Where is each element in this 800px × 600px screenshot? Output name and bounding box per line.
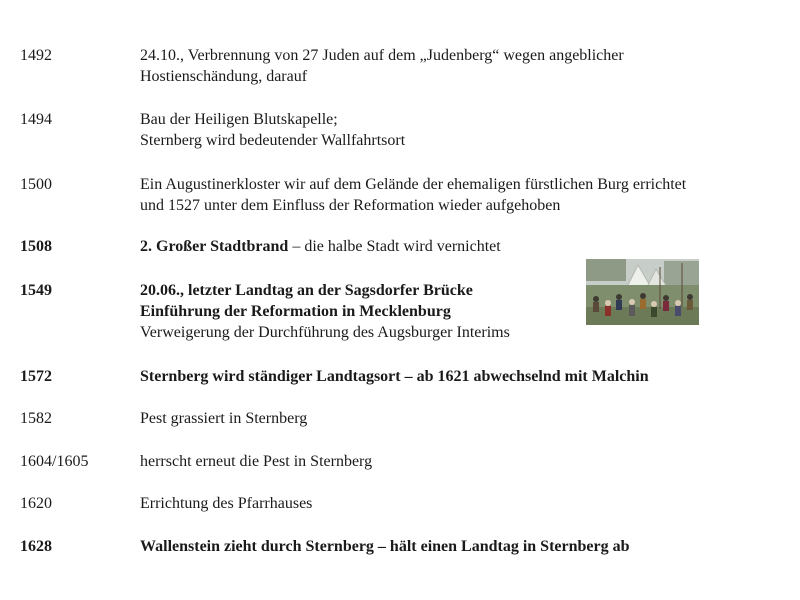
entry-text-line: Einführung der Reformation in Mecklenburg — [140, 303, 451, 320]
entry-year: 1582 — [20, 410, 52, 427]
entry-text — [140, 366, 790, 387]
entry-text-line: Hostienschändung, darauf — [140, 68, 308, 85]
entry-text — [140, 536, 790, 557]
landtag-illustration-image — [586, 259, 699, 325]
entry-year: 1604/1605 — [20, 453, 89, 470]
entry-year: 1628 — [20, 538, 52, 555]
entry-text — [140, 109, 790, 151]
entry-year: 1620 — [20, 495, 52, 512]
entry-year: 1500 — [20, 176, 52, 193]
entry-text — [140, 45, 790, 87]
entry-year: 1492 — [20, 47, 52, 64]
entry-text-line: herrscht erneut die Pest in Sternberg — [140, 453, 373, 470]
entry-text-line: Pest grassiert in Sternberg — [140, 410, 308, 427]
entry-text-line: Wallenstein zieht durch Sternberg – hält einen Landtag in Sternberg ab — [140, 538, 630, 555]
entry-text-rest: – die halbe Stadt wird vernichtet — [288, 238, 501, 255]
entry-text — [140, 451, 790, 472]
entry-text-line: 20.06., letzter Landtag an der Sagsdorfer Brücke — [140, 282, 473, 299]
landtag-illustration — [586, 259, 699, 325]
entry-text-line — [140, 236, 790, 257]
entry-year: 1494 — [20, 111, 52, 128]
entry-text-bold: 2. Großer Stadtbrand — [140, 238, 289, 255]
entry-text-line: Ein Augustinerkloster wir auf dem Gelände der ehemaligen fürstlichen Burg errichtet — [140, 176, 687, 193]
entry-text-line: Sternberg wird bedeutender Wallfahrtsort — [140, 132, 406, 149]
entry-text-line: Bau der Heiligen Blutskapelle; — [140, 111, 338, 128]
entry-year: 1549 — [20, 282, 52, 299]
entry-year: 1508 — [20, 238, 52, 255]
entry-text-line: 24.10., Verbrennung von 27 Juden auf dem „Judenberg“ wegen angeblicher — [140, 47, 624, 64]
entry-text-line: und 1527 unter dem Einfluss der Reformation wieder aufgehoben — [140, 197, 561, 214]
entry-text-line: Sternberg wird ständiger Landtagsort – ab 1621 abwechselnd mit Malchin — [140, 368, 649, 385]
entry-text — [140, 174, 790, 216]
entry-text — [140, 493, 790, 514]
entry-year: 1572 — [20, 368, 52, 385]
entry-text-line: Verweigerung der Durchführung des Augsburger Interims — [140, 324, 510, 341]
entry-text-line: Errichtung des Pfarrhauses — [140, 495, 313, 512]
entry-text — [140, 236, 790, 257]
entry-text — [140, 408, 790, 429]
